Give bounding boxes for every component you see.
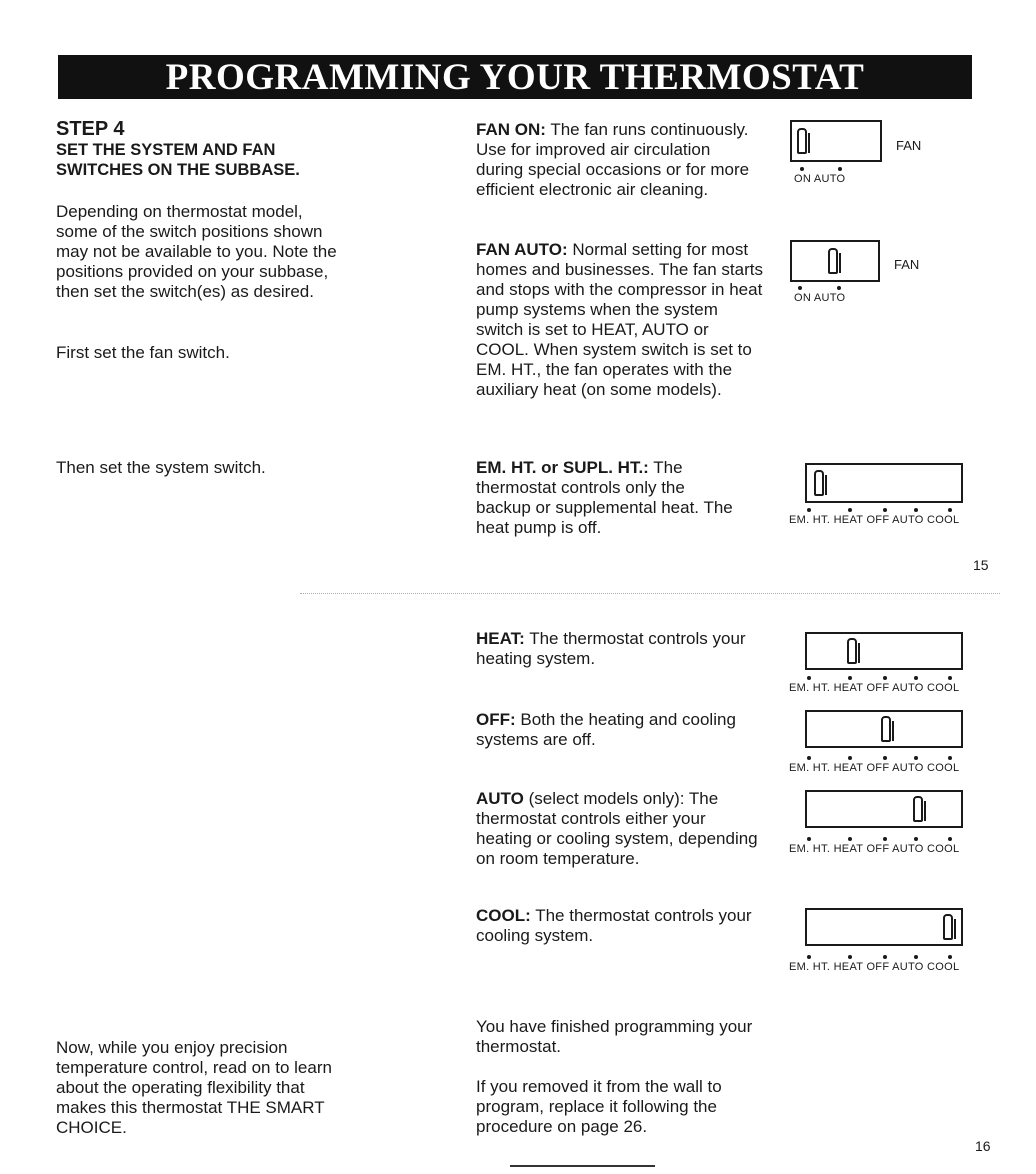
off-term: OFF: xyxy=(476,710,516,729)
fan-on-text: The fan runs continuously. Use for improved air circulation during special occasions or for more efficient electronic air cleaning. xyxy=(476,120,750,199)
system-position-dot xyxy=(948,756,952,760)
fan-switch-positions-label: ON AUTO xyxy=(794,292,846,304)
fan-switch-knob xyxy=(828,248,838,274)
system-position-dot xyxy=(883,756,887,760)
page-number-lower: 16 xyxy=(975,1138,991,1154)
fan-on-description xyxy=(476,120,754,200)
fan-switch-auto-diagram xyxy=(790,240,880,282)
system-instruction: Then set the system switch. xyxy=(56,458,266,477)
off-description xyxy=(476,710,766,750)
auto-description xyxy=(476,789,766,869)
system-position-dot xyxy=(914,508,918,512)
page-banner-title: PROGRAMMING YOUR THERMOSTAT xyxy=(58,55,972,99)
system-switch-heat-diagram xyxy=(805,632,963,670)
page-divider xyxy=(300,593,1000,594)
system-switch-knob xyxy=(943,914,953,940)
footer-rule xyxy=(510,1165,655,1167)
system-position-dot xyxy=(914,676,918,680)
system-position-dot xyxy=(848,837,852,841)
system-switch-knob xyxy=(913,796,923,822)
system-switch-positions-label: EM. HT. HEAT OFF AUTO COOL xyxy=(789,682,960,694)
system-position-dot xyxy=(807,837,811,841)
off-text: Both the heating and cooling systems are off. xyxy=(476,710,736,749)
em-ht-description xyxy=(476,458,738,538)
fan-auto-dot xyxy=(838,167,842,171)
finish-line-2: If you removed it from the wall to program, replace it following the procedure on page 26. xyxy=(476,1077,722,1136)
system-position-dot xyxy=(948,837,952,841)
system-position-dot xyxy=(848,508,852,512)
auto-text: (select models only): The thermostat controls either your heating or cooling system, depending on room temperature. xyxy=(476,789,758,868)
system-position-dot xyxy=(807,676,811,680)
cool-term: COOL: xyxy=(476,906,531,925)
system-position-dot xyxy=(883,837,887,841)
system-switch-auto-diagram xyxy=(805,790,963,828)
system-position-dot xyxy=(914,837,918,841)
system-position-dot xyxy=(948,955,952,959)
fan-switch-positions-label: ON AUTO xyxy=(794,173,846,185)
system-switch-positions-label: EM. HT. HEAT OFF AUTO COOL xyxy=(789,514,960,526)
fan-instruction: First set the fan switch. xyxy=(56,343,230,362)
fan-switch-name-label: FAN xyxy=(894,257,920,272)
system-position-dot xyxy=(948,676,952,680)
system-position-dot xyxy=(883,508,887,512)
system-switch-em-ht-diagram xyxy=(805,463,963,503)
system-switch-positions-label: EM. HT. HEAT OFF AUTO COOL xyxy=(789,762,960,774)
fan-on-dot xyxy=(798,286,802,290)
system-position-dot xyxy=(807,508,811,512)
step-subtitle: SET THE SYSTEM AND FAN SWITCHES ON THE SUBBASE. xyxy=(56,141,300,179)
fan-switch-knob xyxy=(797,128,807,154)
system-position-dot xyxy=(848,955,852,959)
fan-auto-dot xyxy=(837,286,841,290)
fan-auto-term: FAN AUTO: xyxy=(476,240,568,259)
system-position-dot xyxy=(948,508,952,512)
em-ht-text: The thermostat controls only the backup or supplemental heat. The heat pump is off. xyxy=(476,458,733,537)
auto-term: AUTO xyxy=(476,789,524,808)
closing-paragraph: Now, while you enjoy precision temperature control, read on to learn about the operating flexibility that makes this thermostat THE SMART CHOICE. xyxy=(56,1038,332,1137)
system-switch-positions-label: EM. HT. HEAT OFF AUTO COOL xyxy=(789,843,960,855)
system-switch-knob xyxy=(881,716,891,742)
fan-on-term: FAN ON: xyxy=(476,120,546,139)
system-switch-positions-label: EM. HT. HEAT OFF AUTO COOL xyxy=(789,961,960,973)
step-title: STEP 4 xyxy=(56,118,125,140)
em-ht-term: EM. HT. or SUPL. HT.: xyxy=(476,458,649,477)
fan-on-dot xyxy=(800,167,804,171)
system-switch-knob xyxy=(814,470,824,496)
heat-description xyxy=(476,629,756,669)
system-position-dot xyxy=(914,756,918,760)
finish-line-1: You have finished programming your thermostat. xyxy=(476,1017,753,1056)
page-number-upper: 15 xyxy=(973,557,989,573)
system-position-dot xyxy=(848,676,852,680)
system-position-dot xyxy=(807,756,811,760)
fan-auto-text: Normal setting for most homes and businesses. The fan starts and stops with the compressor in heat pump systems when the system switch is set to HEAT, AUTO or COOL. When system switch is set to EM. HT., the fan operates with the auxiliary heat (on some models). xyxy=(476,240,763,399)
system-position-dot xyxy=(883,955,887,959)
system-switch-knob xyxy=(847,638,857,664)
system-position-dot xyxy=(807,955,811,959)
system-position-dot xyxy=(883,676,887,680)
heat-text: The thermostat controls your heating system. xyxy=(476,629,746,668)
cool-text: The thermostat controls your cooling system. xyxy=(476,906,752,945)
fan-switch-name-label: FAN xyxy=(896,138,922,153)
cool-description xyxy=(476,906,756,946)
intro-paragraph: Depending on thermostat model, some of the switch positions shown may not be available to you. Note the positions provided on your subbase, then set the switch(es) as desired. xyxy=(56,202,337,301)
system-switch-off-diagram xyxy=(805,710,963,748)
system-position-dot xyxy=(914,955,918,959)
fan-switch-on-diagram xyxy=(790,120,882,162)
system-switch-cool-diagram xyxy=(805,908,963,946)
system-position-dot xyxy=(848,756,852,760)
fan-auto-description xyxy=(476,240,766,400)
heat-term: HEAT: xyxy=(476,629,525,648)
